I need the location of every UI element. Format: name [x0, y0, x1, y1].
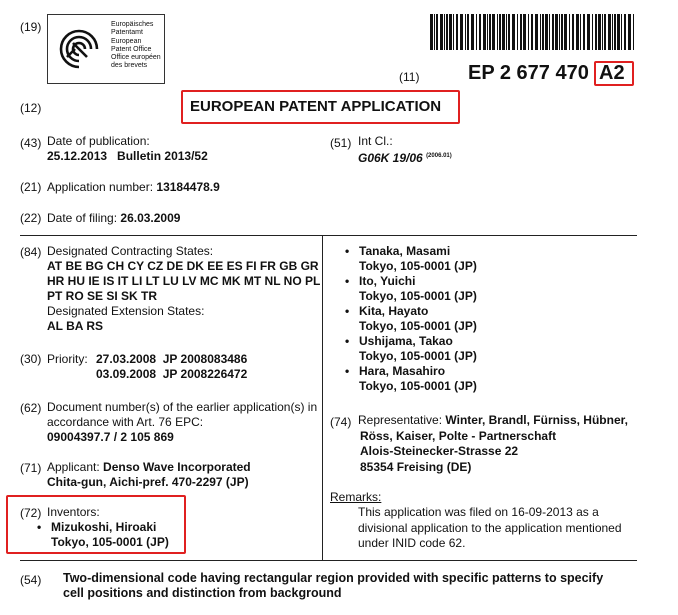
- application-number-field: Application number: 13184478.9: [47, 180, 220, 194]
- representative-field: Representative: Winter, Brandl, Fürniss, Hübner, Röss, Kaiser, Polte - Partnerschaft Alois-Steinecker-Strasse 22 85354 Freising (DE): [358, 413, 628, 474]
- earlier-application-field: Document number(s) of the earlier application(s) in accordance with Art. 76 EPC: 09004397.7 / 2 105 869: [47, 400, 318, 444]
- inventor-item: • Hara, Masahiro Tokyo, 105-0001 (JP): [345, 364, 477, 394]
- inventor-item: • Ito, Yuichi Tokyo, 105-0001 (JP): [345, 274, 477, 304]
- designated-states-field: Designated Contracting States: AT BE BG CH CY CZ DE DK EE ES FI FR GB GR HR HU IE IS IT LI LT LU LV MC MK MT NL NO PL PT RO SE SI SK TR Designated Extension States: AL BA RS: [47, 244, 321, 333]
- inventors-continued: [345, 244, 477, 394]
- remarks-label: Remarks:: [330, 490, 382, 504]
- inventor-item: • Ushijama, Takao Tokyo, 105-0001 (JP): [345, 334, 477, 364]
- filing-date-field: Date of filing: 26.03.2009: [47, 211, 181, 225]
- inid-code-19: (19): [20, 20, 42, 34]
- kind-code: A2: [599, 62, 625, 84]
- applicant-field: Applicant: Denso Wave Incorporated Chita-gun, Aichi-pref. 470-2297 (JP): [47, 460, 251, 489]
- inid-code-21: (21): [20, 180, 42, 194]
- inid-code-30: (30): [20, 352, 42, 366]
- inid-code-54: (54): [20, 573, 42, 587]
- inventor-item: • Mizukoshi, Hiroaki Tokyo, 105-0001 (JP): [37, 520, 169, 550]
- office-name: Europäisches Patentamt European Patent Office Office européen des brevets: [111, 21, 161, 70]
- inid-code-84: (84): [20, 245, 42, 259]
- inventor-item: • Tanaka, Masami Tokyo, 105-0001 (JP): [345, 244, 477, 274]
- inid-code-72: (72): [20, 506, 42, 520]
- epo-logo-icon: [53, 23, 105, 75]
- publication-number: EP 2 677 470: [468, 62, 589, 84]
- invention-title: Two-dimensional code having rectangular region provided with specific patterns to specify cell positions and distinction from background: [63, 571, 604, 600]
- priority-rows: 27.03.2008 JP 2008083486 03.09.2008 JP 2008226472: [96, 352, 248, 381]
- inid-code-62: (62): [20, 401, 42, 415]
- priority-label: Priority:: [47, 352, 88, 366]
- inventor-item: • Kita, Hayato Tokyo, 105-0001 (JP): [345, 304, 477, 334]
- inventors-field: Inventors: • Mizukoshi, Hiroaki Tokyo, 105-0001 (JP): [47, 505, 169, 550]
- highlight-kind-code: [594, 61, 634, 86]
- inid-code-74: (74): [330, 415, 352, 429]
- header-separator: [20, 235, 637, 236]
- inid-code-11: (11): [399, 70, 420, 84]
- publication-date-field: Date of publication: 25.12.2013 Bulletin 2013/52: [47, 134, 208, 163]
- highlight-document-type: [181, 90, 460, 124]
- highlight-inventors: [6, 495, 186, 554]
- title-separator: [20, 560, 637, 561]
- epo-logo-box: [47, 14, 165, 84]
- remarks-text: This application was filed on 16-09-2013 as a divisional application to the application mentioned under INID code 62.: [358, 505, 622, 550]
- barcode-icon: [430, 14, 640, 54]
- document-type: EUROPEAN PATENT APPLICATION: [190, 98, 442, 115]
- int-cl-field: Int Cl.: G06K 19/06 $^{(2006.01)}$: [358, 134, 452, 165]
- inid-code-71: (71): [20, 461, 42, 475]
- inid-code-43: (43): [20, 136, 42, 150]
- inid-code-12: (12): [20, 101, 42, 115]
- column-divider: [322, 235, 323, 560]
- inid-code-51: (51): [330, 136, 352, 150]
- inid-code-22: (22): [20, 211, 42, 225]
